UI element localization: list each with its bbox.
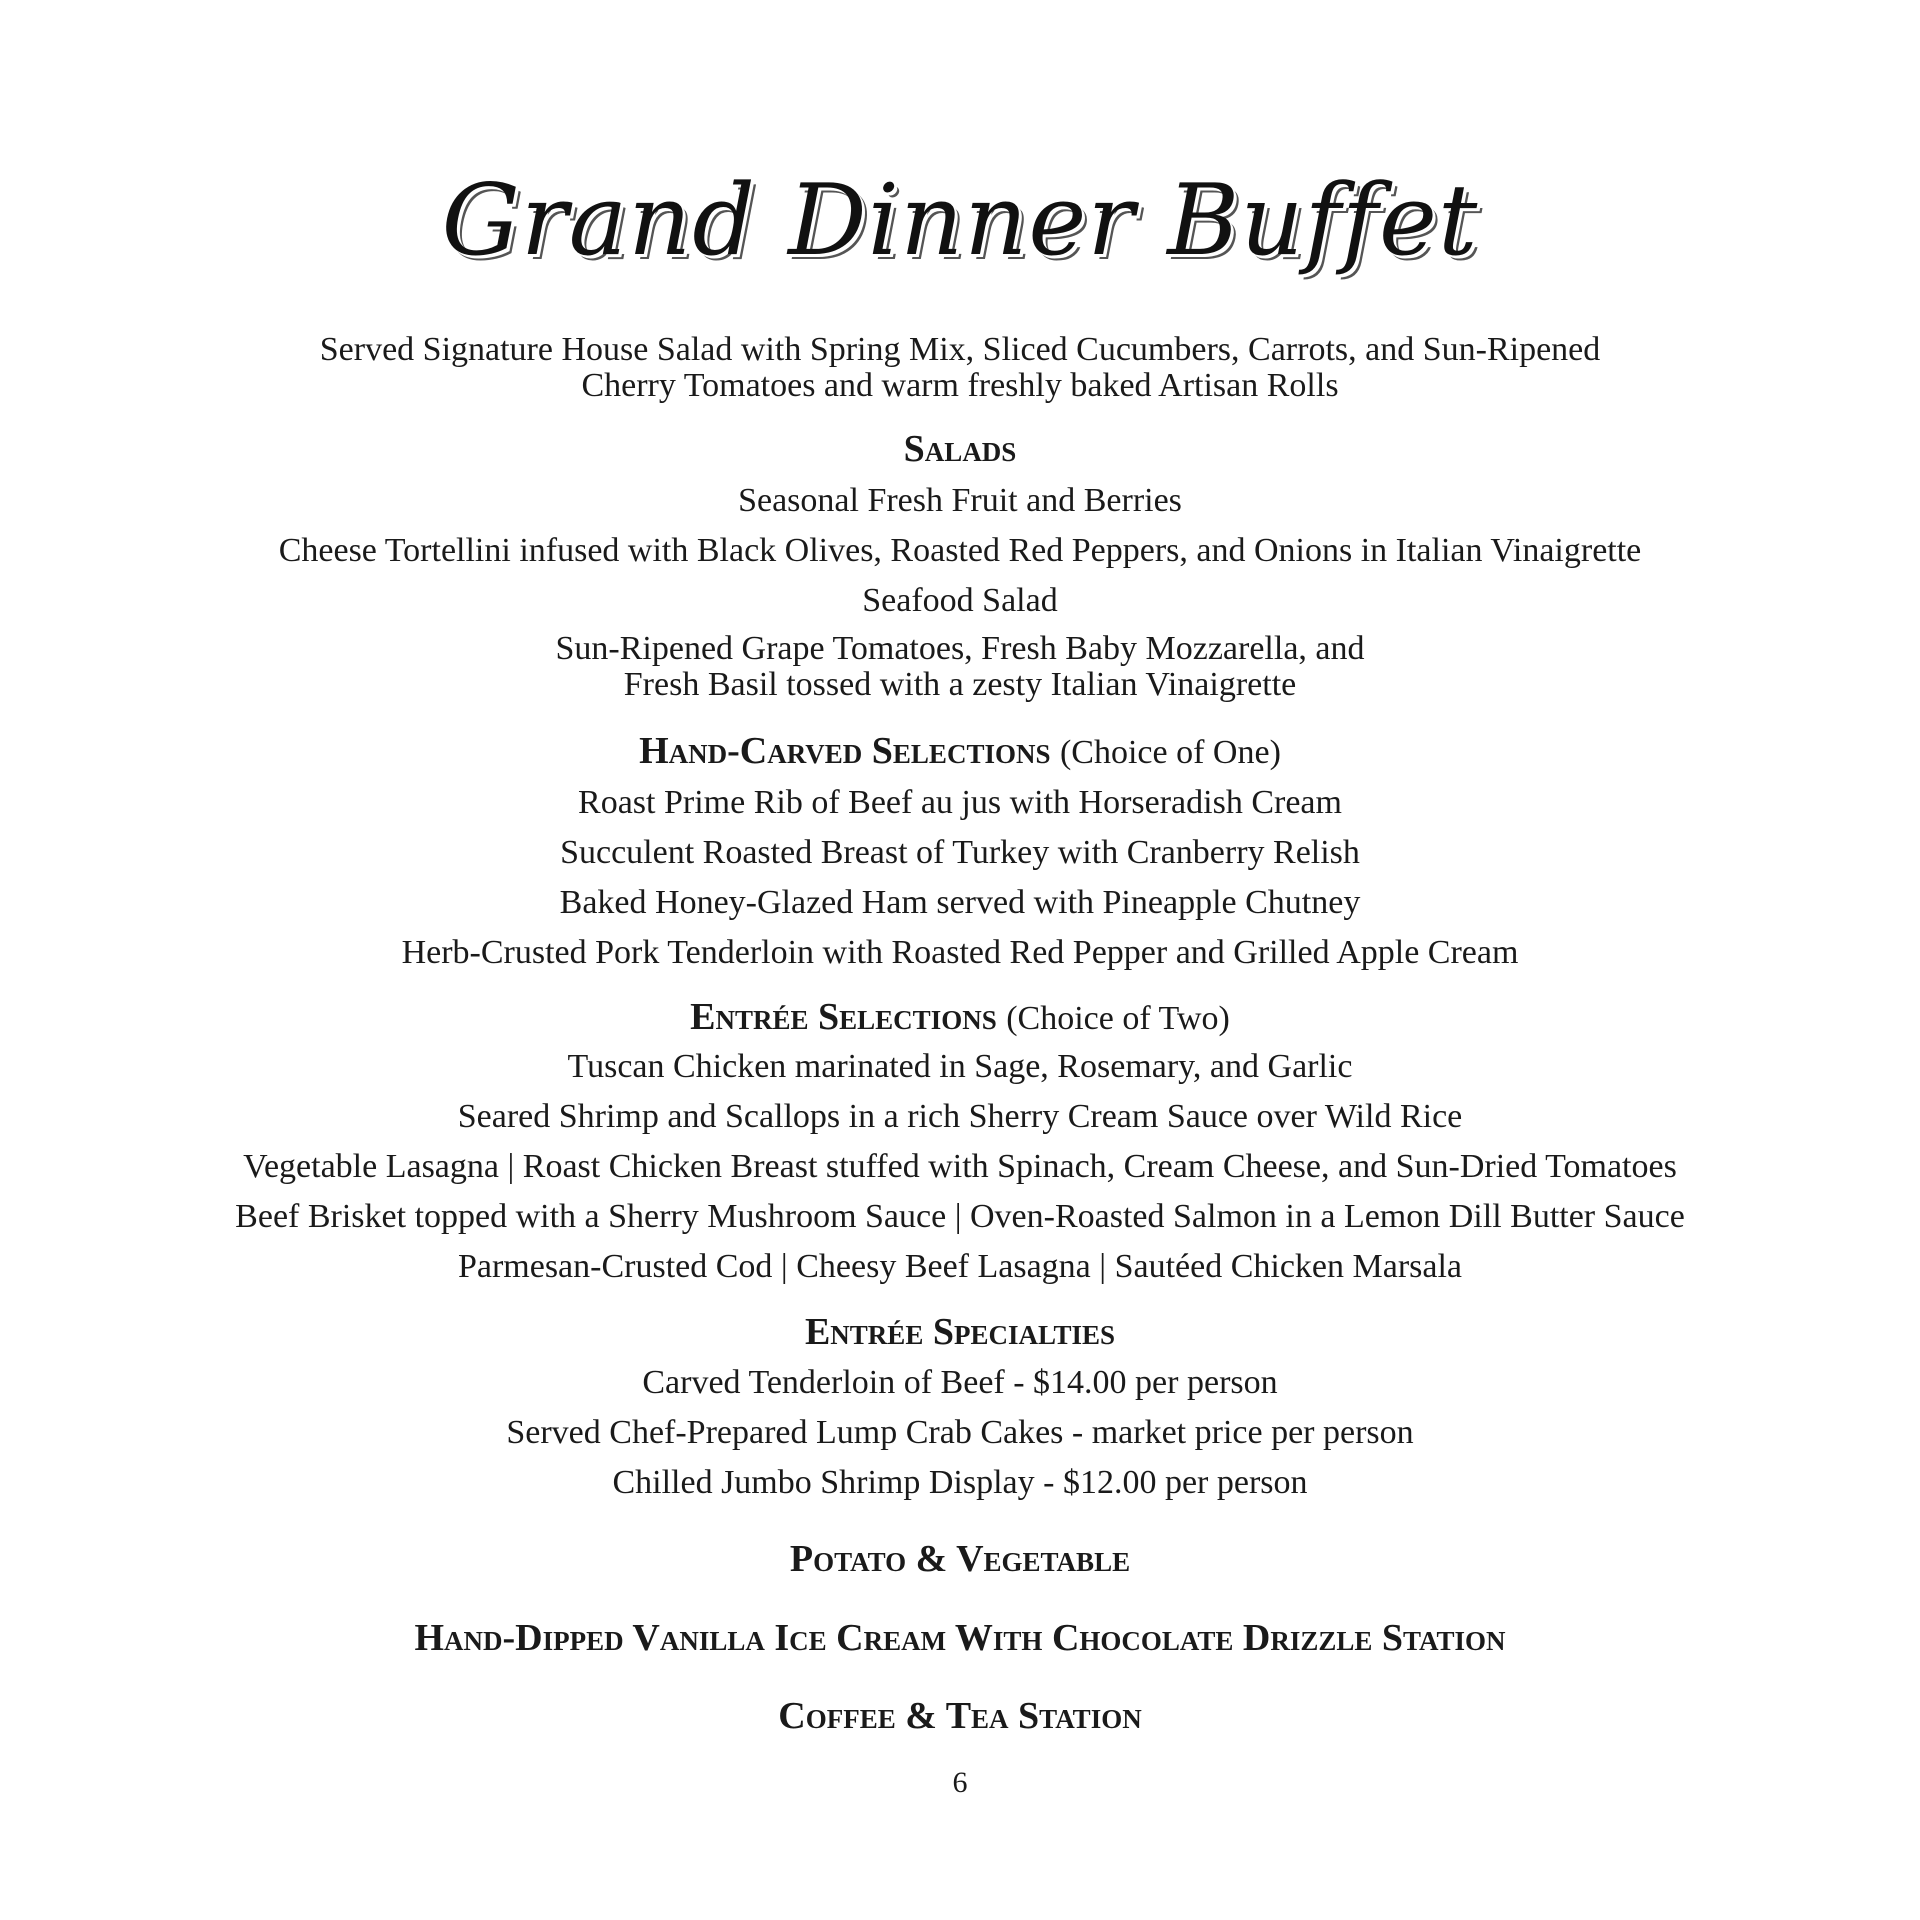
hand-carved-heading-label: Hand-Carved Selections [639, 730, 1051, 772]
hand-carved-item: Herb-Crusted Pork Tenderloin with Roasted Red Pepper and Grilled Apple Cream [401, 934, 1519, 971]
intro-line-1: Served Signature House Salad with Spring Mix, Sliced Cucumbers, Carrots, and Sun-Ripened [319, 331, 1601, 368]
section-heading-entree-specialties: Entrée Specialties [804, 1311, 1116, 1353]
section-heading-hand-carved [0, 732, 1920, 770]
hand-carved-item: Succulent Roasted Breast of Turkey with Cranberry Relish [560, 834, 1360, 871]
salad-item: Seafood Salad [862, 582, 1058, 619]
specialty-item: Carved Tenderloin of Beef - $14.00 per person [642, 1364, 1278, 1401]
salad-item: Sun-Ripened Grape Tomatoes, Fresh Baby Mozzarella, and [555, 630, 1365, 667]
hand-carved-item: Baked Honey-Glazed Ham served with Pineapple Chutney [559, 884, 1361, 921]
hand-carved-choice-note: (Choice of One) [1059, 734, 1281, 771]
entree-selections-heading-label: Entrée Selections [690, 996, 997, 1038]
entree-item: Parmesan-Crusted Cod | Cheesy Beef Lasagna | Sautéed Chicken Marsala [457, 1248, 1463, 1285]
section-heading-potato-vegetable: Potato & Vegetable [789, 1538, 1131, 1580]
salad-item: Cheese Tortellini infused with Black Olives, Roasted Red Peppers, and Onions in Italian Vinaigrette [278, 532, 1642, 569]
entree-item: Tuscan Chicken marinated in Sage, Rosemary, and Garlic [567, 1048, 1353, 1085]
entree-item: Seared Shrimp and Scallops in a rich Sherry Cream Sauce over Wild Rice [457, 1098, 1463, 1135]
entree-item: Vegetable Lasagna | Roast Chicken Breast stuffed with Spinach, Cream Cheese, and Sun-Dried Tomatoes [243, 1148, 1677, 1185]
specialty-item: Served Chef-Prepared Lump Crab Cakes - market price per person [506, 1414, 1414, 1451]
section-heading-ice-cream: Hand-Dipped Vanilla Ice Cream With Chocolate Drizzle Station [414, 1617, 1506, 1659]
hand-carved-item: Roast Prime Rib of Beef au jus with Horseradish Cream [578, 784, 1342, 821]
salad-item: Fresh Basil tossed with a zesty Italian Vinaigrette [623, 666, 1297, 703]
section-heading-salads: Salads [903, 428, 1017, 470]
section-heading-coffee-tea: Coffee & Tea Station [778, 1695, 1142, 1737]
specialty-item: Chilled Jumbo Shrimp Display - $12.00 per person [612, 1464, 1308, 1501]
intro-line-2: Cherry Tomatoes and warm freshly baked Artisan Rolls [581, 367, 1339, 404]
section-heading-entree-selections [0, 998, 1920, 1036]
page-title: Grand Dinner Buffet [441, 164, 1479, 278]
salad-item: Seasonal Fresh Fruit and Berries [738, 482, 1182, 519]
entree-selections-choice-note: (Choice of Two) [1006, 1000, 1230, 1037]
entree-item: Beef Brisket topped with a Sherry Mushroom Sauce | Oven-Roasted Salmon in a Lemon Dill Butter Sauce [235, 1198, 1685, 1235]
page-number: 6 [952, 1766, 968, 1799]
